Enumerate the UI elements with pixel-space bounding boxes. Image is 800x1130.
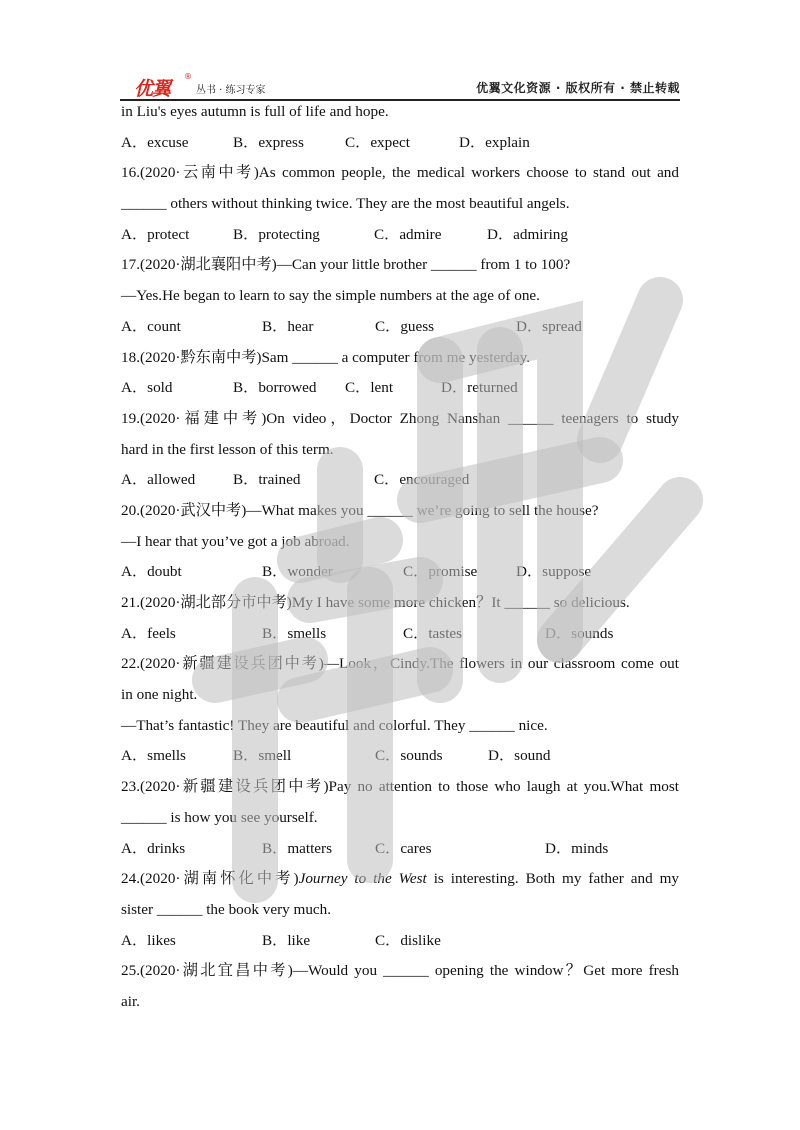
question-line: in one night. (121, 686, 198, 704)
answer-option: A．sold (121, 379, 173, 397)
answer-option: D．spread (516, 317, 582, 335)
answer-options (121, 557, 679, 588)
answer-option: B．express (233, 133, 304, 151)
question-suffix: is interesting. Both my father and my (426, 870, 679, 888)
answer-option: C．lent (345, 379, 394, 397)
answer-options (121, 834, 679, 865)
question-line: 17.(2020·湖北襄阳中考)—Can your little brother ______ from 1 to 100? (121, 256, 571, 274)
answer-option: B．like (262, 931, 311, 949)
answer-options (121, 465, 679, 496)
question-line: 23.(2020·新疆建设兵团中考)Pay no attention to those who laugh at you.What most (121, 778, 679, 796)
page-header (120, 72, 680, 98)
answer-option: B．borrowed (233, 379, 317, 397)
answer-option: B．protecting (233, 225, 320, 243)
answer-option: D．sound (488, 747, 551, 765)
answer-option: C．expect (345, 133, 410, 151)
answer-option: C．promise (403, 563, 478, 581)
answer-option: D．suppose (516, 563, 592, 581)
publisher-logo: 优翼 (134, 78, 171, 100)
registered-mark: ® (184, 72, 192, 81)
answer-option: C．admire (374, 225, 442, 243)
answer-option: D．sounds (545, 624, 614, 642)
answer-option: C．cares (375, 839, 432, 857)
answer-options (121, 373, 679, 404)
question-line: hard in the first lesson of this term. (121, 440, 334, 458)
question-line: —That’s fantastic! They are beautiful and colorful. They ______ nice. (121, 716, 548, 734)
question-line: 22.(2020·新疆建设兵团中考)—Look，Cindy.The flowers in our classroom come out (121, 655, 679, 673)
question-line: air. (121, 992, 140, 1010)
exercise-content (121, 97, 679, 1018)
answer-option: D．minds (545, 839, 609, 857)
answer-option: B．wonder (262, 563, 333, 581)
answer-option: A．protect (121, 225, 190, 243)
answer-option: C．tastes (403, 624, 463, 642)
answer-options (121, 741, 679, 772)
answer-option: B．trained (233, 471, 301, 489)
answer-options (121, 926, 679, 957)
series-label: 丛书 · 练习专家 (196, 85, 266, 96)
question-line: 18.(2020·黔东南中考)Sam ______ a computer from me yesterday. (121, 348, 530, 366)
question-line: sister ______ the book very much. (121, 900, 332, 918)
answer-option: C．encouraged (374, 471, 470, 489)
answer-option: A．excuse (121, 133, 189, 151)
question-line: 20.(2020·武汉中考)—What makes you ______ we’re going to sell the house? (121, 501, 599, 519)
answer-option: C．sounds (375, 747, 443, 765)
answer-option: A．feels (121, 624, 176, 642)
answer-option: B．hear (262, 317, 314, 335)
answer-options (121, 312, 679, 343)
answer-option: B．smells (262, 624, 327, 642)
answer-option: D．returned (441, 379, 518, 397)
book-title: Journey to the West (298, 870, 427, 888)
answer-options (121, 220, 679, 251)
answer-option: A．drinks (121, 839, 186, 857)
question-line: 25.(2020·湖北宜昌中考)—Would you ______ opening the window？Get more fresh (121, 962, 679, 980)
answer-options (121, 619, 679, 650)
question-line: —I hear that you’ve got a job abroad. (121, 532, 350, 550)
question-line (121, 864, 679, 895)
question-line: 16.(2020·云南中考)As common people, the medical workers choose to stand out and (121, 164, 679, 182)
question-line: in Liu's eyes autumn is full of life and hope. (121, 103, 389, 120)
answer-option: D．admiring (487, 225, 568, 243)
question-line: 19.(2020·福建中考)On video，Doctor Zhong Nanshan ______ teenagers to study (121, 409, 679, 427)
answer-option: B．matters (262, 839, 333, 857)
question-line: 21.(2020·湖北部分市中考)My I have some more chicken？It ______ so delicious. (121, 594, 630, 611)
answer-option: D．explain (459, 133, 530, 151)
answer-option: C．dislike (375, 931, 441, 949)
question-line: ______ others without thinking twice. They are the most beautiful angels. (121, 195, 570, 213)
question-prefix: 24.(2020·湖南怀化中考) (121, 870, 299, 888)
answer-option: C．guess (375, 317, 435, 335)
answer-option: A．allowed (121, 471, 196, 489)
answer-option: B．smell (233, 747, 292, 765)
question-line: ______ is how you see yourself. (121, 808, 318, 826)
answer-option: A．likes (121, 931, 176, 949)
answer-option: A．smells (121, 747, 186, 765)
answer-option: A．count (121, 317, 181, 335)
answer-option: A．doubt (121, 563, 182, 581)
question-line: —Yes.He began to learn to say the simple numbers at the age of one. (121, 287, 540, 305)
copyright-notice: 优翼文化资源 · 版权所有 · 禁止转载 (476, 81, 680, 95)
answer-options (121, 128, 679, 159)
